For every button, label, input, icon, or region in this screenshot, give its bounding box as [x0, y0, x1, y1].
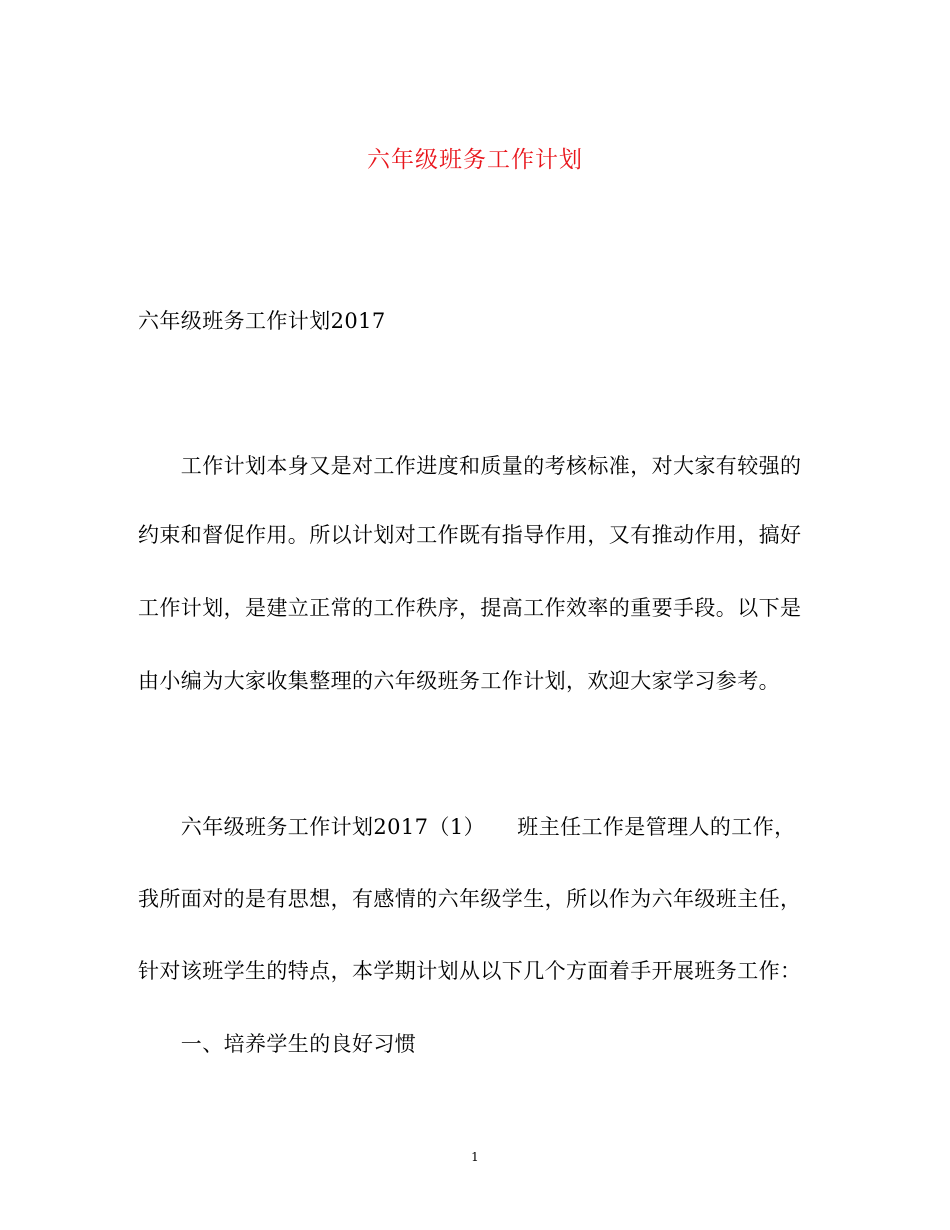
- document-title: 六年级班务工作计划: [367, 147, 583, 173]
- intro-line-1: 工作计划本身又是对工作进度和质量的考核标准，对大家有较强的: [138, 454, 802, 478]
- document-subtitle: 六年级班务工作计划2017: [138, 309, 386, 333]
- section-heading: 一、培养学生的良好习惯: [138, 1032, 417, 1056]
- intro-line-2: 约束和督促作用。所以计划对工作既有指导作用，又有推动作用，搞好: [138, 523, 802, 547]
- section-line-3: 针对该班学生的特点，本学期计划从以下几个方面着手开展班务工作：: [138, 959, 802, 983]
- intro-line-4: 由小编为大家收集整理的六年级班务工作计划，欢迎大家学习参考。: [138, 669, 780, 693]
- page-number: 1: [471, 1150, 479, 1164]
- section-line-2: 我所面对的是有思想，有感情的六年级学生，所以作为六年级班主任，: [138, 887, 802, 911]
- section-line-1: 六年级班务工作计划2017（1） 班主任工作是管理人的工作，: [138, 815, 796, 839]
- intro-line-3: 工作计划，是建立正常的工作秩序，提高工作效率的重要手段。以下是: [138, 596, 802, 620]
